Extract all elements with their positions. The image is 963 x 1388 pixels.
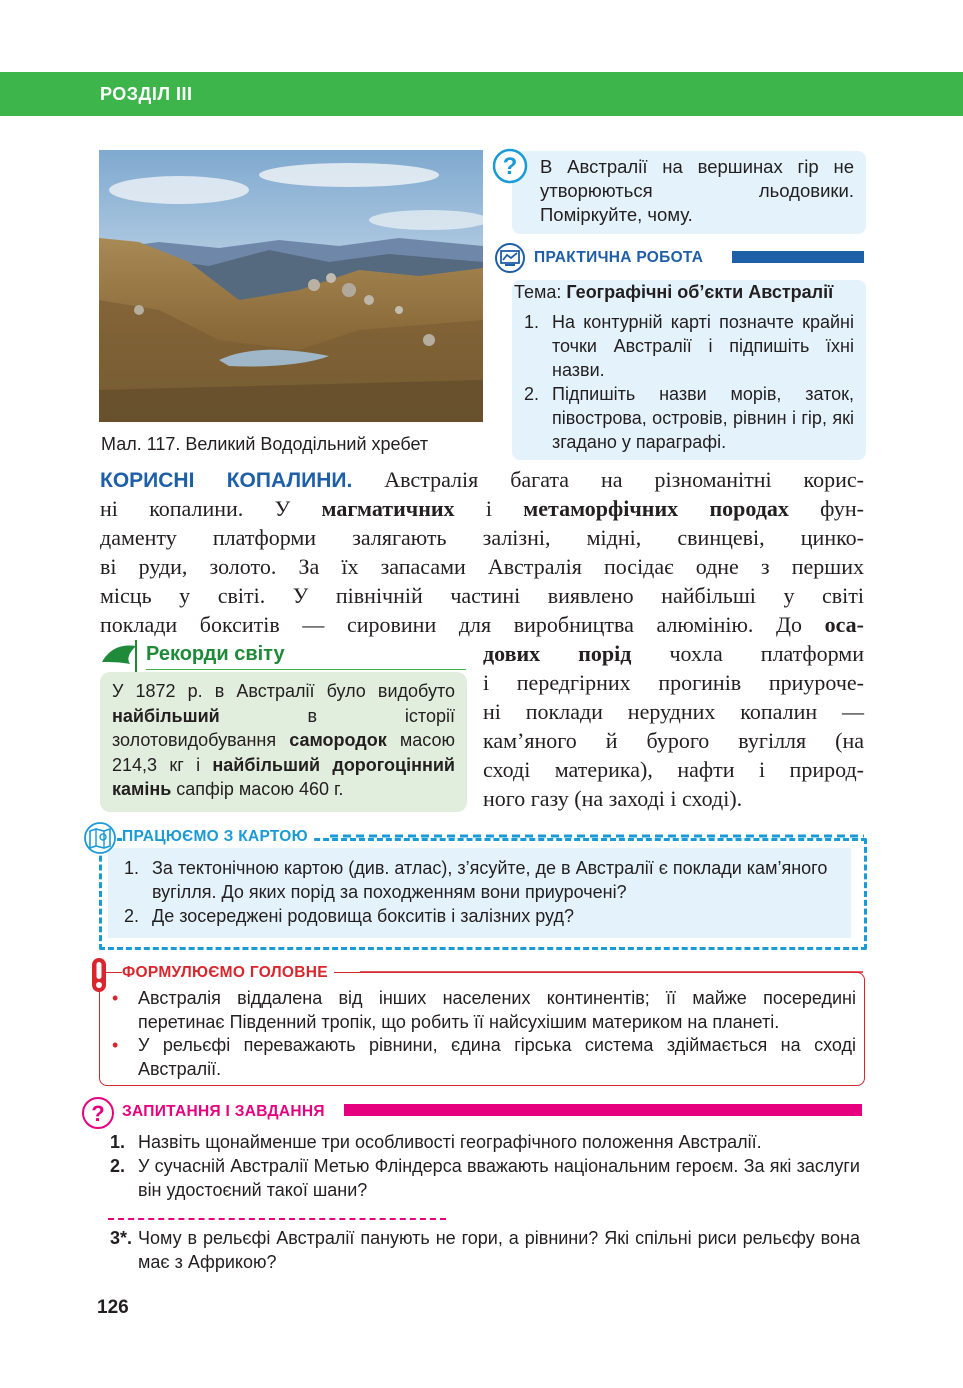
text-span: масою 214,3 кг і: [112, 730, 455, 775]
flag-icon: [100, 640, 140, 674]
text-span: і: [454, 496, 524, 521]
minerals-line: і передгірних прогинів приуроче-: [483, 670, 864, 695]
records-title-rule: [146, 669, 466, 670]
text-span: У 1872 р. в Австралії було видобуто: [112, 681, 455, 701]
minerals-line: ві руди, золото. За їх запасами Австралія посідає одне з перших: [100, 554, 864, 579]
bold-term: найбільший: [112, 705, 220, 726]
bold-term: магматичних: [321, 496, 455, 521]
svg-text:?: ?: [91, 1101, 105, 1126]
item-text: У сучасній Австралії Метью Фліндерса вважають національним героєм. За які заслуги він удостоєний такої шани?: [138, 1156, 860, 1200]
bullet-dot-icon: •: [112, 988, 119, 1008]
item-number: 2.: [124, 906, 140, 926]
theme-label: Тема:: [514, 282, 567, 302]
item-number: 2.: [110, 1156, 126, 1176]
text-span: поклади бокситів — сировини для виробництва алюмінію. До: [100, 612, 825, 637]
page-number: 126: [97, 1297, 129, 1318]
advanced-divider: [108, 1218, 446, 1220]
text-span: Австралія багата на різноманітні корис-: [384, 467, 864, 492]
minerals-line: [483, 640, 864, 668]
item-text: За тектонічною картою (див. атлас), з’ясуйте, де в Австралії є поклади кам’яного вугілля. До яких порід за походженням вони приурочені?: [152, 858, 828, 902]
records-title: Рекорди світу: [146, 643, 285, 665]
bold-term: самородок: [289, 730, 387, 750]
map-icon: [82, 822, 118, 854]
practical-work-theme: [514, 280, 833, 304]
practical-work-icon: [493, 243, 527, 273]
questions-title: ЗАПИТАННЯ І ЗАВДАННЯ: [122, 1103, 325, 1120]
svg-text:?: ?: [502, 153, 518, 180]
map-title-rule: [330, 830, 864, 842]
text-span: чохла платформи: [631, 641, 864, 666]
item-text: Назвіть щонайменше три особливості географічного положення Австралії.: [138, 1132, 762, 1152]
item-number: 3*.: [110, 1228, 133, 1248]
text-span: ні копалини. У: [100, 496, 322, 521]
question-mark-icon: [82, 1097, 114, 1129]
bullet-text: Австралія віддалена від інших населених континентів; її майже посередині перетинає Південний тропік, що робить її найсухішим материком на планеті.: [138, 988, 856, 1032]
records-text: [112, 679, 455, 802]
minerals-line: [100, 495, 864, 523]
minerals-heading: КОРИСНІ КОПАЛИНИ.: [100, 469, 353, 492]
main-idea-title: ФОРМУЛЮЄМО ГОЛОВНЕ: [122, 964, 334, 982]
minerals-line: даменту платформи залягають залізні, мідні, свинцеві, цинко-: [100, 525, 864, 550]
text-span: фун-: [788, 496, 864, 521]
bullet-text: У рельєфі переважають рівнини, єдина гірська система здіймається на сході Австралії.: [138, 1035, 856, 1079]
practical-work-title: ПРАКТИЧНА РОБОТА: [534, 249, 704, 266]
question-text: В Австралії на вершинах гір не утворюються льодовики. Поміркуйте, чому.: [540, 156, 854, 225]
item-number: 2.: [524, 384, 540, 404]
exclamation-icon: [84, 958, 114, 992]
bullet-dot-icon: •: [112, 1035, 119, 1055]
item-text: Де зосереджені родовища бокситів і залізних руд?: [152, 906, 574, 926]
mountain-landscape-photo: [99, 150, 483, 422]
minerals-line: місць у світі. У північній частині виявлено найбільші у світі: [100, 583, 864, 608]
minerals-line: сході материка), нафти і природ-: [483, 757, 864, 782]
questions-title-bar: [344, 1104, 862, 1116]
minerals-line: кам’яного й бурого вугілля (на: [483, 728, 864, 753]
item-number: 1.: [110, 1132, 126, 1152]
map-work-title: ПРАЦЮЄМО З КАРТОЮ: [122, 828, 312, 846]
minerals-line: ного газу (на заході і сході).: [483, 786, 743, 811]
bold-term: дових порід: [483, 641, 632, 666]
item-text: Чому в рельєфі Австралії панують не гори, а рівнини? Які спільні риси рельєфу вона має з Африкою?: [138, 1228, 860, 1272]
text-span: в історії золотовидобування: [112, 705, 455, 750]
text-span: сапфір масою 460 г.: [171, 779, 344, 799]
minerals-line: ні поклади нерудних копалин —: [483, 699, 864, 724]
minerals-line: [100, 611, 864, 639]
photo-caption: Мал. 117. Великий Вододільний хребет: [101, 434, 429, 454]
section-label: РОЗДІЛ III: [100, 84, 193, 104]
bold-term: найбільший дорогоцінний камінь: [112, 754, 455, 799]
bold-term: оса-: [824, 612, 864, 637]
item-number: 1.: [524, 312, 540, 332]
theme-text: Географічні об’єкти Австралії: [566, 282, 834, 302]
question-mark-icon: [492, 148, 528, 184]
practical-work-title-bar: [732, 251, 864, 263]
item-number: 1.: [124, 858, 140, 878]
bold-term: метаморфічних породах: [523, 496, 789, 521]
main-idea-title-rule: [360, 966, 863, 978]
item-text: Підпишіть назви морів, заток, півострова, островів, рівнин і гір, які згадано у параграфі.: [552, 384, 854, 452]
item-text: На контурній карті позначте крайні точки Австралії і підпишіть їхні назви.: [552, 312, 854, 380]
minerals-line: [100, 466, 864, 495]
